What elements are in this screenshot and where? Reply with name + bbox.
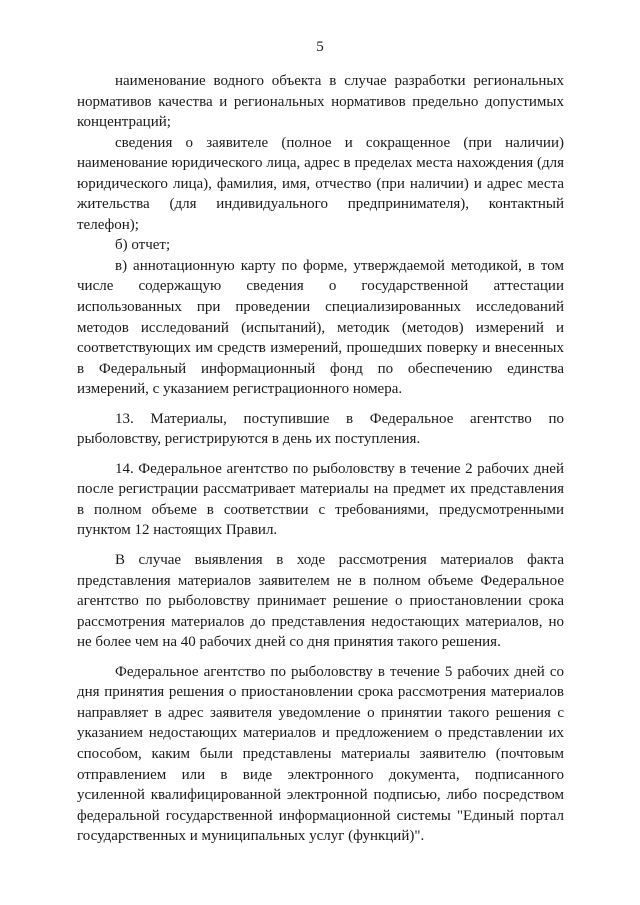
paragraph-suspension-decision: В случае выявления в ходе рассмотрения материалов факта представления материалов заявителем не в полном объеме Федеральное агентство по рыболовству принимает решение о приостановлении срока рассмотрения материалов до представления недостающих материалов, но не более чем на 40 рабочих дней со дня принятия такого решения. xyxy=(77,552,564,651)
paragraph-applicant-info: сведения о заявителе (полное и сокращенное (при наличии) наименование юридического лица, адрес в пределах места нахождения (для юридического лица), фамилия, имя, отчество (при наличии) и адрес места жительства (для индивидуального предпринимателя), контактный телефон); xyxy=(77,134,564,233)
paragraph-clause-13: 13. Материалы, поступившие в Федеральное агентство по рыболовству, регистрируются в день их поступления. xyxy=(77,410,564,448)
paragraph-clause-14: 14. Федеральное агентство по рыболовству в течение 2 рабочих дней после регистрации рассматривает материалы на предмет их представления в полном объеме в соответствии с требованиями, предусмотренными пунктом 12 настоящих Правил. xyxy=(77,460,564,539)
paragraph-report: б) отчет; xyxy=(115,237,171,254)
paragraph-notification: Федеральное агентство по рыболовству в течение 5 рабочих дней со дня принятия решения о приостановлении срока рассмотрения материалов направляет в адрес заявителя уведомление о принятии такого решения с указанием недостающих материалов и предложением о представлении их способом, каким были представлены материалы заявителю (почтовым отправлением или в виде электронного документа, подписанного усиленной квалифицированной электронной подписью, либо посредством федеральной государственной информационной системы "Единый портал государственных и муниципальных услуг (функций)". xyxy=(77,663,564,845)
paragraph-annotation-card: в) аннотационную карту по форме, утверждаемой методикой, в том числе содержащую сведения о государственной аттестации использованных при проведении специализированных исследований методов исследований (испытаний), методик (методов) измерений и соответствующих им средств измерений, прошедших поверку и внесенных в Федеральный информационный фонд по обеспечению единства измерений, с указанием регистрационного номера. xyxy=(77,257,564,398)
document-body xyxy=(77,71,564,847)
page-number: 5 xyxy=(316,39,324,55)
paragraph-water-body-name: наименование водного объекта в случае разработки региональных нормативов качества и региональных нормативов предельно допустимых концентраций; xyxy=(77,73,564,131)
